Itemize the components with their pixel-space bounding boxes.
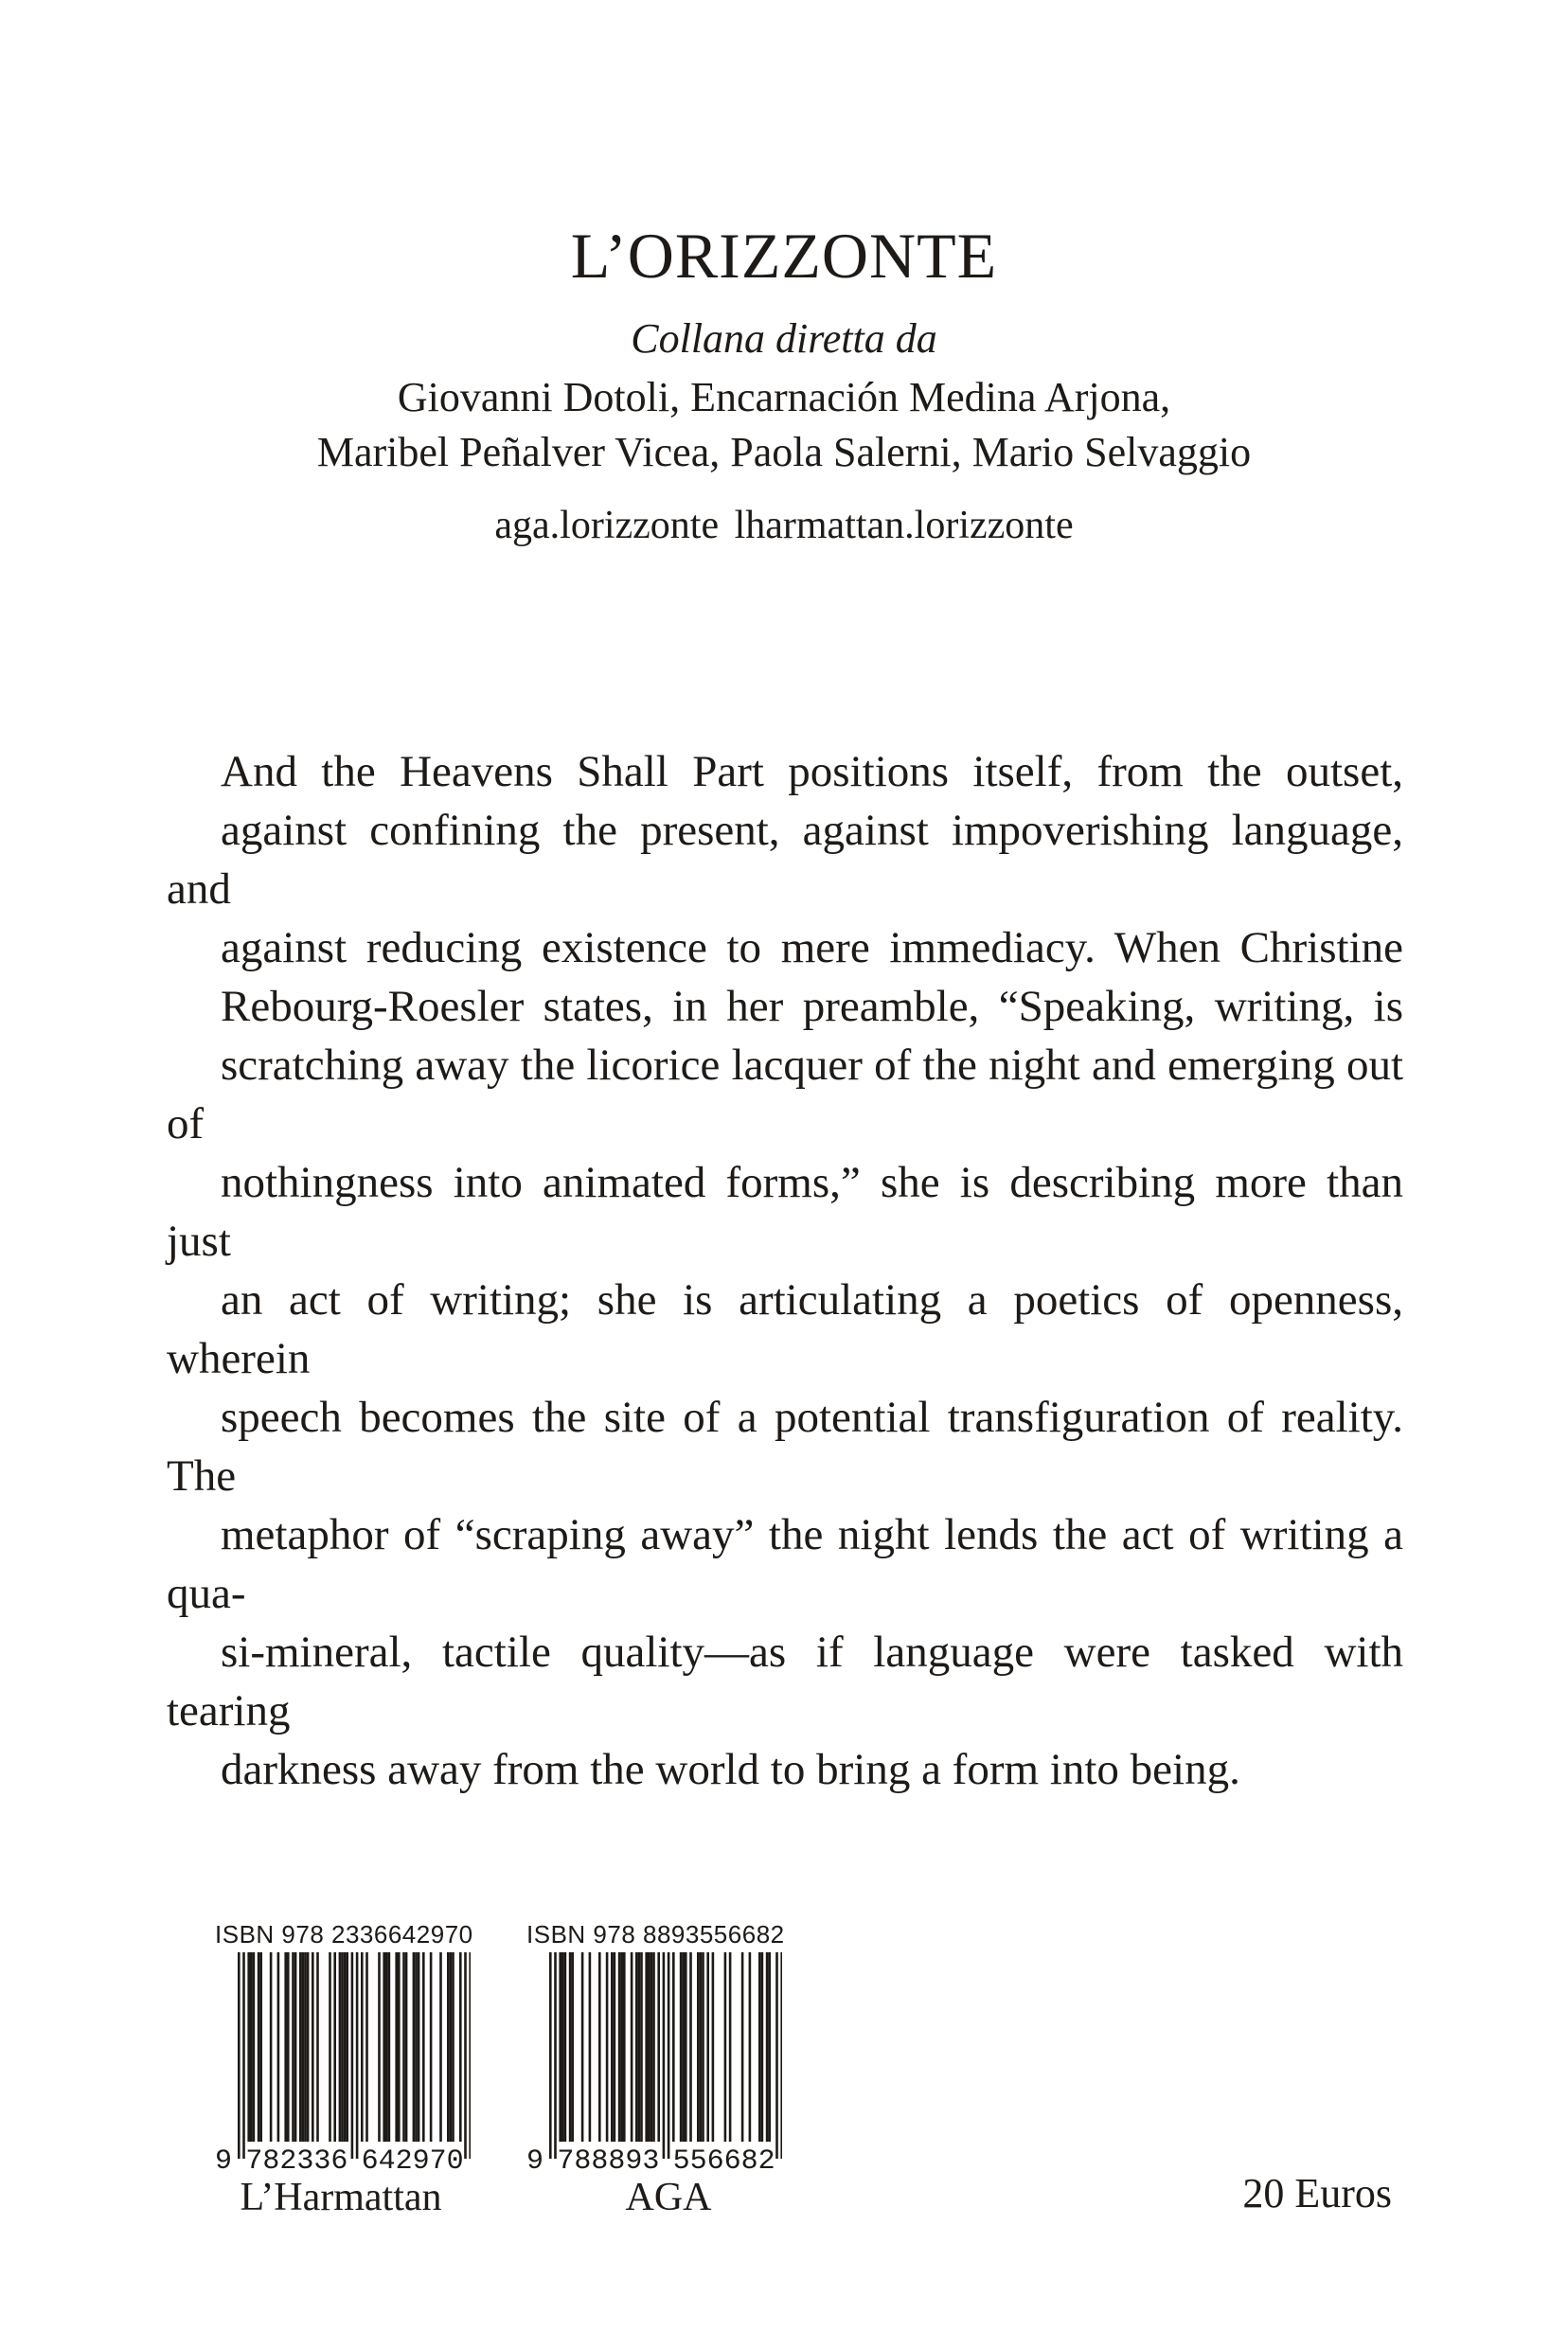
barcode-aga	[526, 1920, 785, 2198]
barcode-bar	[459, 1952, 462, 2142]
barcode-bar	[697, 1952, 700, 2142]
barcode-bar	[682, 1952, 685, 2142]
barcode-bar	[758, 1952, 761, 2142]
barcode-bar	[247, 1952, 250, 2142]
barcode-bar	[238, 1952, 241, 2159]
barcode-digits-left: 788893	[557, 2145, 660, 2178]
barcode-bar	[638, 1952, 641, 2142]
barcode-bar	[614, 1952, 616, 2142]
barcode-bar	[464, 1952, 467, 2159]
barcode-bar	[635, 1952, 638, 2142]
barcode-bar	[259, 1952, 262, 2142]
barcode-bar	[287, 1952, 290, 2142]
barcode-bar	[645, 1952, 648, 2142]
barcode-bar	[398, 1952, 401, 2142]
barcode-bar	[270, 1952, 273, 2142]
barcode-bar	[631, 1952, 633, 2142]
barcode-bar	[724, 1952, 727, 2142]
barcode-bar	[606, 1952, 609, 2142]
barcode-bar	[469, 1952, 471, 2159]
barcode-bar	[284, 1952, 287, 2142]
barcode-bar	[361, 1952, 364, 2142]
barcode-bar	[668, 1952, 670, 2159]
barcode-bar	[702, 1952, 704, 2142]
barcode-bar	[766, 1952, 769, 2142]
barcode-bar	[640, 1952, 643, 2142]
barcode-bar	[277, 1952, 280, 2142]
barcode-bar	[775, 1952, 778, 2159]
barcode-bar	[439, 1952, 442, 2142]
barcode-bar	[388, 1952, 391, 2142]
isbn-label: ISBN 978 2336642970	[215, 1920, 473, 1949]
barcode-digits-right: 642970	[361, 2145, 464, 2178]
barcode-bar	[598, 1952, 601, 2142]
barcode-bar	[242, 1952, 245, 2159]
isbn-label: ISBN 978 8893556682	[526, 1920, 785, 1949]
barcode-bar	[346, 1952, 348, 2142]
barcode-digit-first: 9	[526, 2145, 543, 2178]
barcode-bar	[356, 1952, 359, 2159]
blurb-line: against reducing existence to mere immediacy. When Christine	[221, 923, 1403, 972]
blurb-line: si-mineral, tactile quality—as if language were tasked with tearing	[167, 1628, 1403, 1735]
blurb-line: scratching away the licorice lacquer of the night and emerging out of	[167, 1041, 1403, 1148]
barcode-bar	[418, 1952, 420, 2142]
barcode-bar	[385, 1952, 388, 2142]
barcode-bar	[729, 1952, 732, 2142]
blurb-line: Rebourg-Roesler states, in her preamble, “Speaking, writing, is	[221, 982, 1403, 1031]
barcode-bar	[422, 1952, 425, 2142]
barcode-bar	[657, 1952, 660, 2142]
barcode-lharmattan	[215, 1920, 473, 2198]
barcode-bar	[413, 1952, 416, 2142]
barcode-image	[526, 1952, 782, 2198]
barcode-bar	[672, 1952, 675, 2142]
series-subtitle: Collana diretta da	[631, 315, 937, 362]
barcode-bar	[452, 1952, 454, 2142]
series-directors-line-2: Maribel Peñalver Vicea, Paola Salerni, Mario Selvaggio	[316, 429, 1252, 475]
barcode-bar	[304, 1952, 307, 2142]
barcode-bar	[650, 1952, 653, 2142]
barcode-bar	[307, 1952, 310, 2142]
blurb-line: speech becomes the site of a potential transfiguration of reality. The	[167, 1393, 1403, 1501]
barcode-bar	[623, 1952, 626, 2142]
blurb-line: metaphor of “scraping away” the night lends the act of writing a qua-	[167, 1510, 1403, 1618]
barcode-bar	[402, 1952, 405, 2142]
series-title: L’ORIZZONTE	[570, 220, 998, 292]
series-web-handles: aga.lorizzonte lharmattan.lorizzonte	[494, 504, 1074, 547]
barcode-bar	[685, 1952, 687, 2142]
barcode-bar	[780, 1952, 782, 2159]
barcode-bar	[253, 1952, 256, 2142]
barcode-bar	[292, 1952, 294, 2142]
publisher-lharmattan: L’Harmattan	[240, 2176, 442, 2219]
barcode-bar	[663, 1952, 666, 2159]
barcode-bar	[378, 1952, 381, 2142]
barcode-bar	[405, 1952, 408, 2142]
barcode-bar	[450, 1952, 453, 2142]
barcode-bar	[700, 1952, 703, 2142]
barcode-bar	[351, 1952, 354, 2159]
barcode-bar	[341, 1952, 344, 2142]
barcode-bar	[549, 1952, 552, 2159]
barcode-digits-right: 556682	[672, 2145, 775, 2178]
barcode-bar	[561, 1952, 564, 2142]
series-directors-line-1: Giovanni Dotoli, Encarnación Medina Arjona,	[397, 374, 1171, 420]
barcode-bar	[365, 1952, 368, 2142]
barcode-bar	[680, 1952, 683, 2142]
barcode-bar	[554, 1952, 557, 2159]
barcode-bar	[333, 1952, 336, 2142]
barcode-bar	[383, 1952, 385, 2142]
barcode-bar	[620, 1952, 623, 2142]
barcode-digit-first: 9	[215, 2145, 232, 2178]
barcode-bar	[395, 1952, 398, 2142]
barcode-bar	[430, 1952, 433, 2142]
barcode-bar	[339, 1952, 342, 2142]
barcode-bar	[294, 1952, 297, 2142]
barcode-bar	[302, 1952, 305, 2142]
blurb-line: an act of writing; she is articulating a poetics of openness, wherein	[167, 1275, 1403, 1383]
barcode-digits-left: 782336	[245, 2145, 348, 2178]
barcode-bar	[741, 1952, 744, 2142]
publisher-aga: AGA	[625, 2176, 712, 2219]
barcode-bar	[648, 1952, 650, 2142]
blurb-line: against confining the present, against impoverishing language, and	[167, 806, 1403, 914]
barcode-bar	[689, 1952, 692, 2142]
price: 20 Euros	[1242, 2170, 1392, 2216]
barcode-bar	[652, 1952, 655, 2142]
barcode-bar	[761, 1952, 764, 2142]
barcode-bar	[415, 1952, 418, 2142]
barcode-bar	[611, 1952, 614, 2142]
blurb-line: nothingness into animated forms,” she is describing more than just	[167, 1158, 1403, 1266]
barcode-bar	[258, 1952, 260, 2142]
barcode-bar	[329, 1952, 331, 2142]
barcode-bar	[581, 1952, 584, 2142]
blurb-line: And the Heavens Shall Part positions itself, from the outset,	[221, 747, 1403, 796]
barcode-bar	[564, 1952, 567, 2142]
barcode-bar	[447, 1952, 450, 2142]
barcode-bar	[618, 1952, 621, 2142]
barcode-bar	[589, 1952, 592, 2142]
barcode-bar	[571, 1952, 574, 2142]
barcode-bar	[316, 1952, 319, 2142]
barcode-bar	[312, 1952, 314, 2142]
back-cover-blurb	[167, 742, 1403, 1799]
barcode-bar	[706, 1952, 709, 2142]
barcode-bar	[712, 1952, 715, 2142]
barcode-bar	[299, 1952, 302, 2142]
barcode-bar	[559, 1952, 561, 2142]
barcode-bar	[768, 1952, 771, 2142]
barcode-bar	[749, 1952, 752, 2142]
barcode-bar	[250, 1952, 253, 2142]
blurb-line: darkness away from the world to bring a form into being.	[221, 1745, 1240, 1794]
barcode-bar	[569, 1952, 572, 2142]
barcode-image	[215, 1952, 471, 2198]
barcode-bar	[344, 1952, 347, 2142]
